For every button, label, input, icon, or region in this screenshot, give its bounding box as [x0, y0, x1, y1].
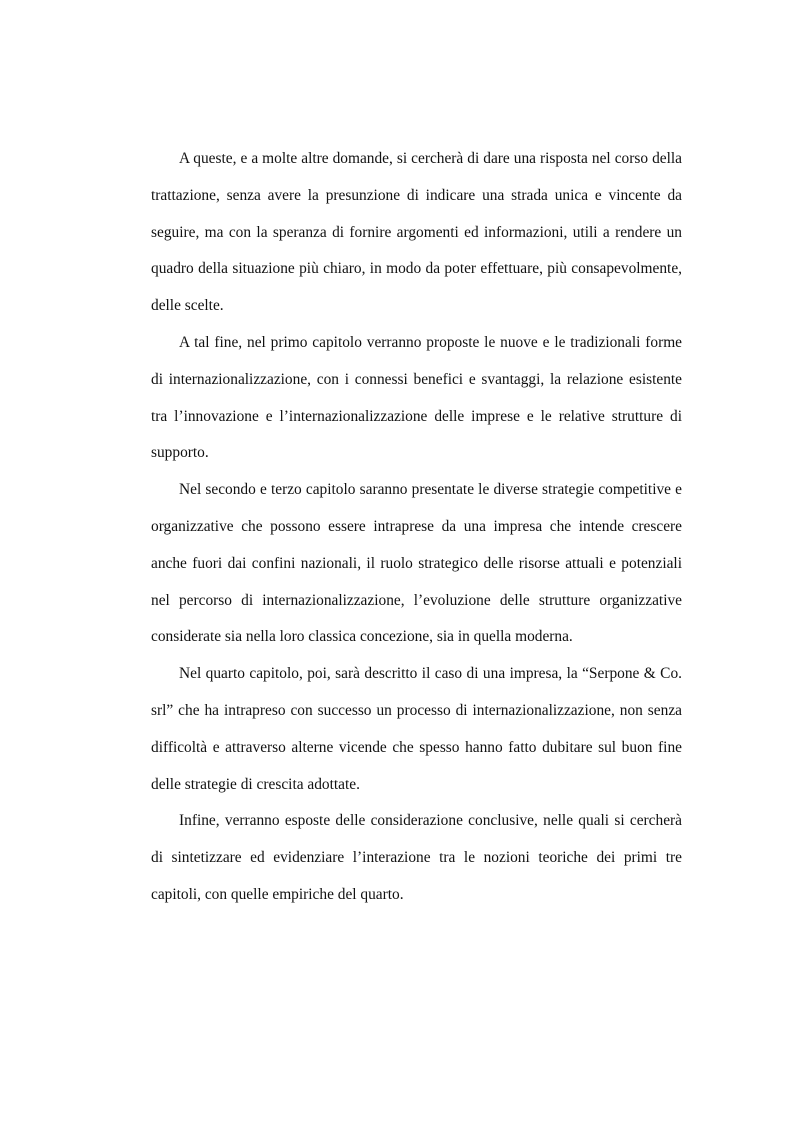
paragraph-4: Nel quarto capitolo, poi, sarà descritto il caso di una impresa, la “Serpone & Co. srl” che ha intrapreso con successo un processo di internazionalizzazione, non senza difficoltà e attraverso alterne vicende che spesso hanno fatto dubitare sul buon fine delle strategie di crescita adottate.	[151, 665, 682, 793]
paragraph-1: A queste, e a molte altre domande, si cercherà di dare una risposta nel corso della trattazione, senza avere la presunzione di indicare una strada unica e vincente da seguire, ma con la speranza di fornire argomenti ed informazioni, utili a rendere un quadro della situazione più chiaro, in modo da poter effettuare, più consapevolmente, delle scelte.	[151, 150, 682, 315]
paragraph-5: Infine, verranno esposte delle considerazione conclusive, nelle quali si cercherà di sintetizzare ed evidenziare l’interazione tra le nozioni teoriche dei primi tre capitoli, con quelle empiriche del quarto.	[151, 812, 682, 903]
paragraph-2: A tal fine, nel primo capitolo verranno proposte le nuove e le tradizionali forme di internazionalizzazione, con i connessi benefici e svantaggi, la relazione esistente tra l’innovazione e l’internazionalizzazione delle imprese e le relative strutture di supporto.	[151, 333, 682, 462]
body-text	[151, 141, 682, 914]
paragraph-3: Nel secondo e terzo capitolo saranno presentate le diverse strategie competitive e organizzative che possono essere intraprese da una impresa che intende crescere anche fuori dai confini nazionali, il ruolo strategico delle risorse attuali e potenziali nel percorso di internazionalizzazione, l’evoluzione delle strutture organizzative considerate sia nella loro classica concezione, sia in quella moderna.	[151, 481, 682, 646]
